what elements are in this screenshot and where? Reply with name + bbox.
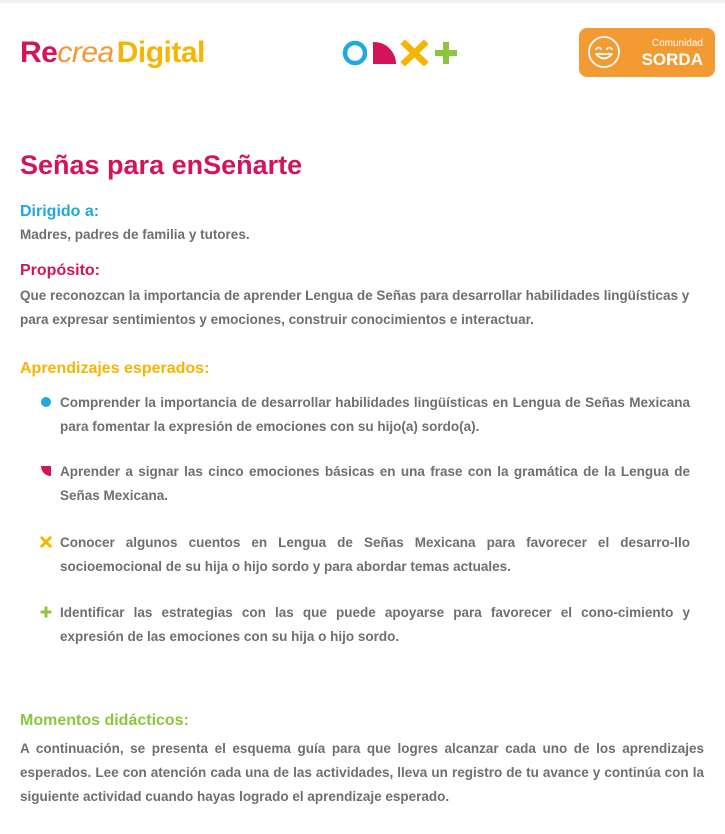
- proposito-text: Que reconozcan la importancia de aprender Lengua de Señas para desarrollar habilidades lingüísticas y para expresar sentimientos y emociones, construir conocimientos e interactuar.: [20, 288, 690, 327]
- badge-line1: Comunidad: [651, 38, 703, 49]
- momentos-text: A continuación, se presenta el esquema guía para que logres alcanzar cada uno de los aprendizajes esperados. Lee con atención cada una de las actividades, lleva un registro de tu avance y continúa con la siguiente actividad cuando hayas logrado el aprendizaje esperado.: [20, 741, 704, 804]
- page-header: [0, 0, 725, 90]
- aprendizaje-text-3: Conocer algunos cuentos en Lengua de Señas Mexicana para favorecer el desarro-llo socioemocional de su hija o hijo sordo y para abordar temas actuales.: [60, 535, 690, 574]
- aprendizaje-text-2: Aprender a signar las cinco emociones básicas en una frase con la gramática de la Lengua de Señas Mexicana.: [60, 464, 690, 503]
- aprendizaje-item-1: [40, 391, 690, 439]
- circle-icon: [345, 43, 365, 63]
- aprendizaje-item-2: [40, 460, 690, 508]
- aprendizaje-item-4: [40, 601, 690, 649]
- aprendizaje-item-3: [40, 531, 690, 579]
- plus-bullet-icon: [40, 606, 52, 618]
- recrea-digital-logo[interactable]: [20, 33, 205, 73]
- quarter-shape-icon: [373, 42, 396, 64]
- badge-line2: SORDA: [641, 50, 703, 69]
- cross-icon: [405, 44, 424, 62]
- quarter-bullet-icon: [40, 465, 52, 477]
- proposito-heading: Propósito:: [20, 262, 100, 279]
- logo-part-digital: Digital: [116, 36, 205, 69]
- logo-part-crea: crea: [57, 36, 114, 69]
- plus-icon: [435, 42, 457, 64]
- brand-shapes: [342, 40, 460, 66]
- logo-part-re: Re: [20, 36, 58, 69]
- page-title: Señas para enSeñarte: [20, 150, 303, 180]
- aprendizaje-text-1: Comprender la importancia de desarrollar habilidades lingüísticas en Lengua de Señas Mexicana para fomentar la expresión de emociones con su hijo(a) sordo(a).: [60, 395, 690, 434]
- momentos-heading: Momentos didácticos:: [20, 712, 189, 729]
- cross-bullet-icon: [40, 536, 52, 548]
- dirigido-text: Madres, padres de familia y tutores.: [20, 227, 250, 242]
- aprendizajes-heading: Aprendizajes esperados:: [20, 360, 210, 377]
- dirigido-heading: Dirigido a:: [20, 203, 100, 220]
- aprendizaje-text-4: Identificar las estrategias con las que puede apoyarse para favorecer el cono-cimiento y expresión de las emociones con su hija o hijo sordo.: [60, 605, 690, 644]
- smiling-face-icon: [587, 35, 621, 69]
- comunidad-sorda-badge[interactable]: [579, 28, 715, 77]
- circle-bullet-icon: [40, 396, 52, 408]
